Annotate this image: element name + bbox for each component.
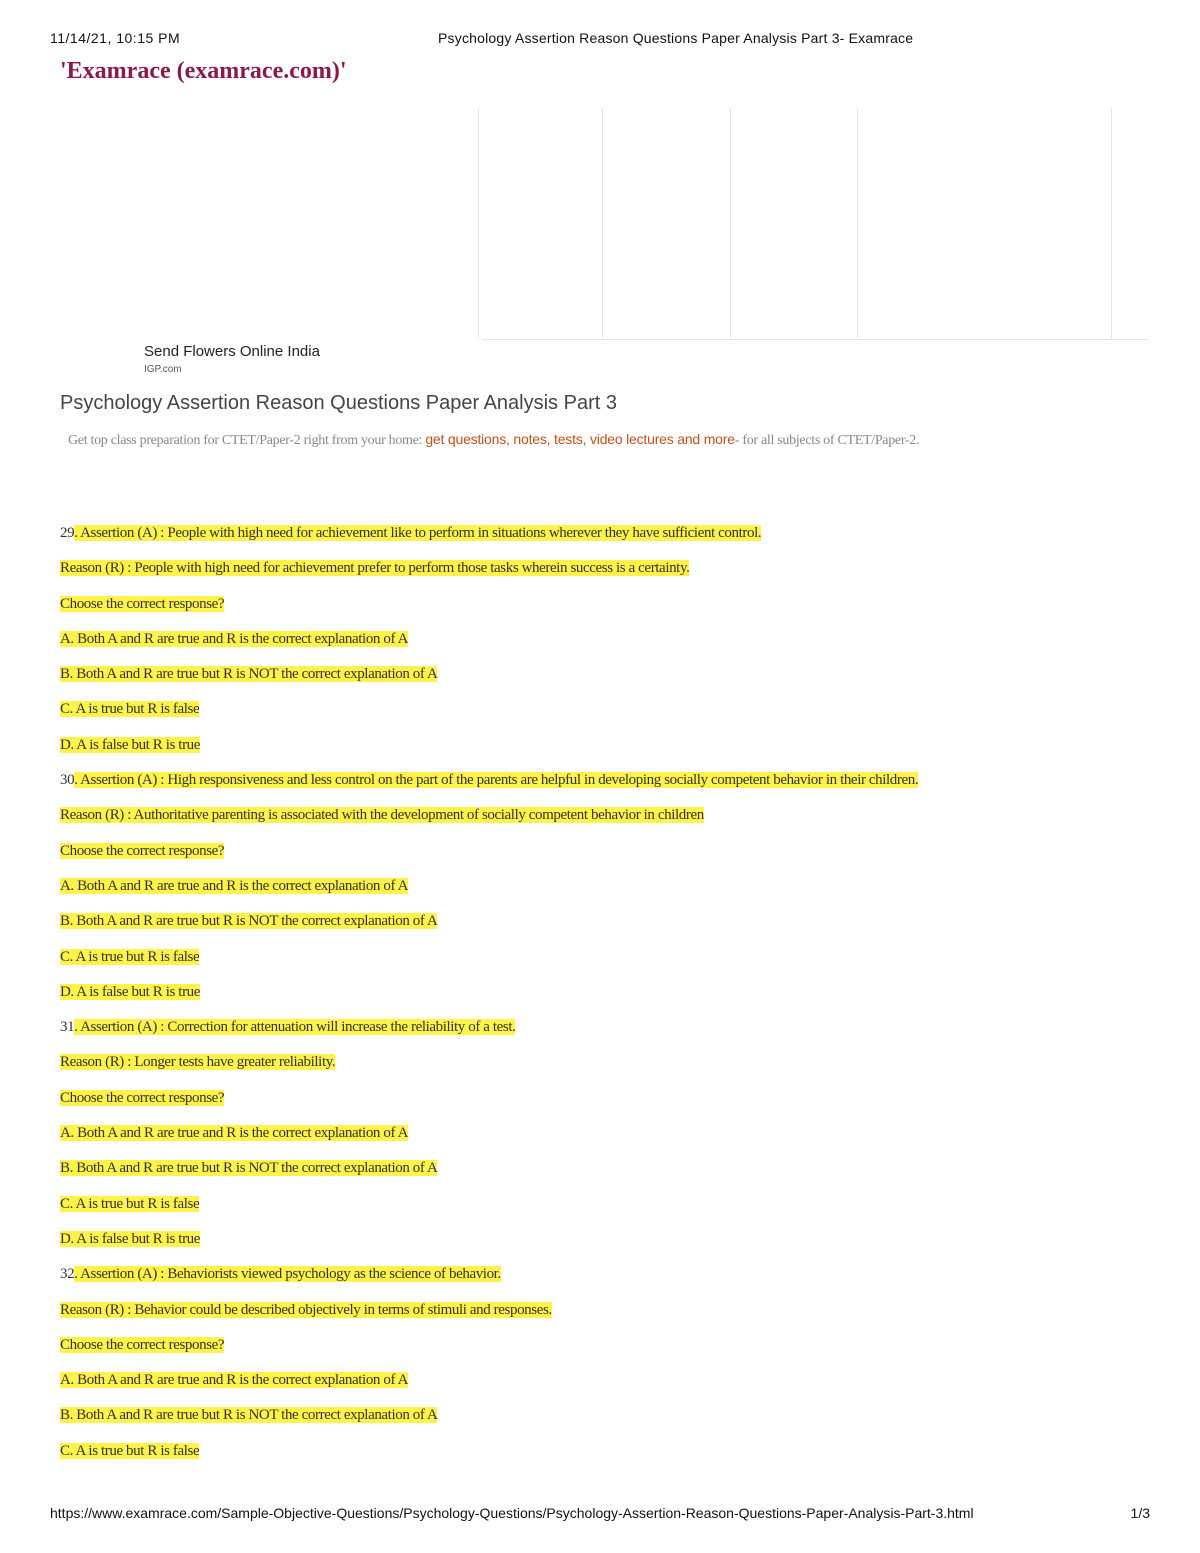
option-line <box>60 1443 1160 1478</box>
ad-baseline <box>482 339 1148 340</box>
option-text: B. Both A and R are true but R is NOT the correct explanation of A <box>60 1407 438 1424</box>
print-url: https://www.examrace.com/Sample-Objective-Questions/Psychology-Questions/Psychology-Assertion-Reason-Questions-Paper-Analysis-Part-3.html <box>50 1505 974 1521</box>
page-title: Psychology Assertion Reason Questions Paper Analysis Part 3 <box>60 392 617 414</box>
reason-text: Reason (R) : People with high need for achievement prefer to perform those tasks wherein success is a certainty. <box>60 560 690 577</box>
option-line <box>60 631 1160 666</box>
question-list <box>60 525 1160 1478</box>
ad-divider <box>1111 108 1112 338</box>
option-line <box>60 1231 1160 1266</box>
option-line <box>60 666 1160 701</box>
prompt-line <box>60 596 1160 631</box>
option-line <box>60 1407 1160 1442</box>
ad-title[interactable]: Send Flowers Online India <box>144 343 320 360</box>
question-number: 32 <box>60 1266 75 1283</box>
reason-line <box>60 1302 1160 1337</box>
option-line <box>60 1196 1160 1231</box>
option-line <box>60 1125 1160 1160</box>
site-brand[interactable]: 'Examrace (examrace.com)' <box>60 58 347 84</box>
assertion-text: . Assertion (A) : High responsiveness and less control on the part of the parents are helpful in developing socially competent behavior in their children. <box>74 772 919 789</box>
ad-divider <box>730 108 731 338</box>
option-text: A. Both A and R are true and R is the correct explanation of A <box>60 630 409 647</box>
promo-prefix: Get top class preparation for CTET/Paper-2 right from your home: <box>68 433 423 448</box>
prompt-text: Choose the correct response? <box>60 595 225 612</box>
prompt-line <box>60 1337 1160 1372</box>
option-text: D. A is false but R is true <box>60 736 201 753</box>
print-title: Psychology Assertion Reason Questions Paper Analysis Part 3- Examrace <box>438 30 914 46</box>
prompt-text: Choose the correct response? <box>60 842 225 859</box>
page-number: 1/3 <box>1130 1505 1150 1521</box>
prompt-line <box>60 1090 1160 1125</box>
option-text: C. A is true but R is false <box>60 701 200 718</box>
option-text: A. Both A and R are true and R is the correct explanation of A <box>60 877 409 894</box>
assertion-text: . Assertion (A) : People with high need for achievement like to perform in situations wherever they have sufficient control. <box>74 525 762 541</box>
ad-subtitle: IGP.com <box>144 364 182 375</box>
prompt-line <box>60 843 1160 878</box>
reason-line <box>60 1054 1160 1089</box>
option-text: D. A is false but R is true <box>60 983 201 1000</box>
option-line <box>60 949 1160 984</box>
ad-divider <box>602 108 603 338</box>
option-text: A. Both A and R are true and R is the correct explanation of A <box>60 1125 409 1142</box>
option-text: B. Both A and R are true but R is NOT the correct explanation of A <box>60 1160 438 1177</box>
question-number: 30 <box>60 772 75 789</box>
option-line <box>60 913 1160 948</box>
reason-text: Reason (R) : Longer tests have greater reliability. <box>60 1054 336 1071</box>
option-line <box>60 1160 1160 1195</box>
option-line <box>60 737 1160 772</box>
question-number: 29 <box>60 525 75 541</box>
ad-divider <box>857 108 858 338</box>
question-number: 31 <box>60 1019 75 1036</box>
assertion-line <box>60 1019 1160 1054</box>
option-line <box>60 1372 1160 1407</box>
promo-text <box>68 431 919 449</box>
assertion-line <box>60 525 1160 560</box>
assertion-line <box>60 1266 1160 1301</box>
print-footer <box>50 1505 1150 1525</box>
option-text: B. Both A and R are true but R is NOT the correct explanation of A <box>60 913 438 930</box>
option-line <box>60 701 1160 736</box>
prompt-text: Choose the correct response? <box>60 1336 225 1353</box>
assertion-text: . Assertion (A) : Correction for attenuation will increase the reliability of a test. <box>74 1019 516 1036</box>
option-text: D. A is false but R is true <box>60 1230 201 1247</box>
print-header <box>50 30 1150 50</box>
promo-link[interactable]: get questions, notes, tests, video lectures and more <box>425 431 735 447</box>
option-text: A. Both A and R are true and R is the correct explanation of A <box>60 1372 409 1389</box>
option-line <box>60 878 1160 913</box>
assertion-text: . Assertion (A) : Behaviorists viewed psychology as the science of behavior. <box>74 1266 501 1283</box>
reason-line <box>60 807 1160 842</box>
ad-divider <box>478 108 479 338</box>
promo-suffix: - for all subjects of CTET/Paper-2. <box>734 433 920 448</box>
option-text: C. A is true but R is false <box>60 948 200 965</box>
reason-text: Reason (R) : Behavior could be described objectively in terms of stimuli and responses. <box>60 1301 552 1318</box>
option-text: C. A is true but R is false <box>60 1195 200 1212</box>
assertion-line <box>60 772 1160 807</box>
prompt-text: Choose the correct response? <box>60 1089 225 1106</box>
option-line <box>60 984 1160 1019</box>
option-text: B. Both A and R are true but R is NOT the correct explanation of A <box>60 666 438 683</box>
print-date: 11/14/21, 10:15 PM <box>50 30 181 46</box>
reason-line <box>60 560 1160 595</box>
ad-placeholder <box>478 108 1148 340</box>
reason-text: Reason (R) : Authoritative parenting is associated with the development of socially competent behavior in children <box>60 807 704 824</box>
option-text: C. A is true but R is false <box>60 1442 200 1459</box>
